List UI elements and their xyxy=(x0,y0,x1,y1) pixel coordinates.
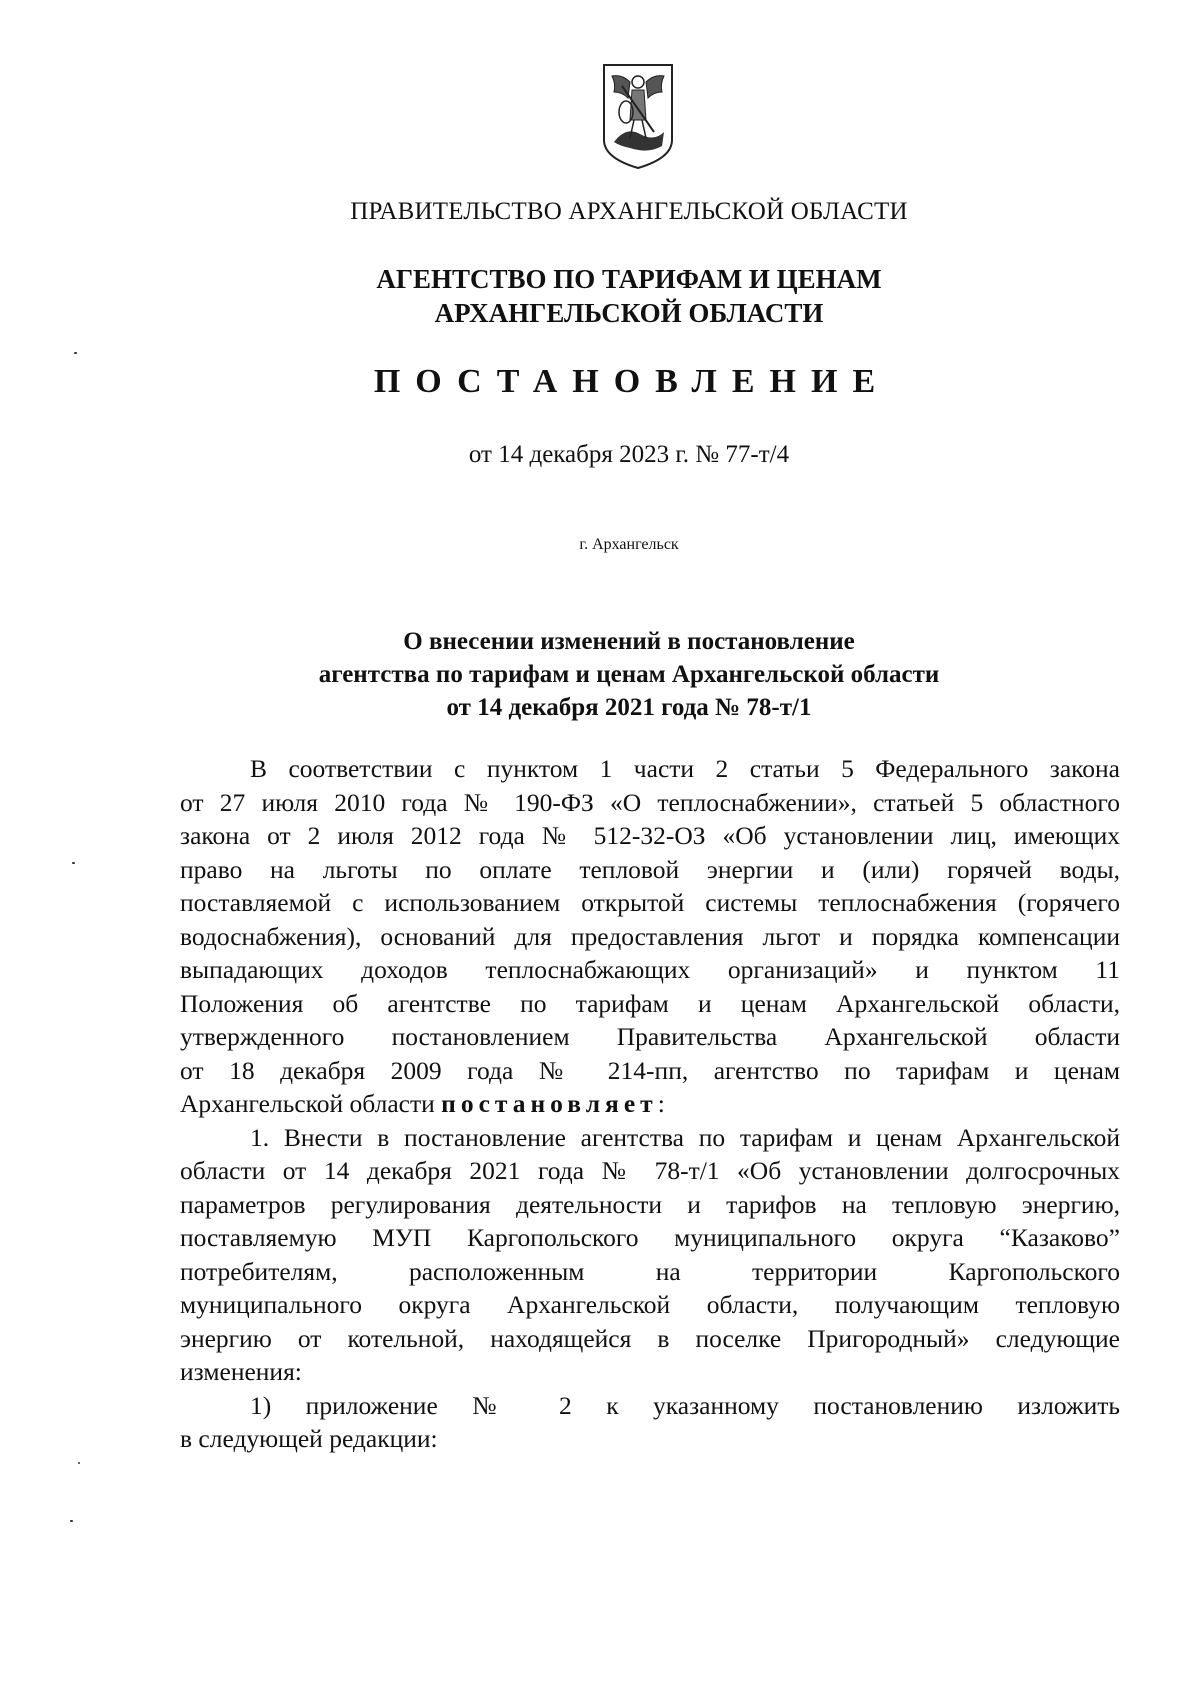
body-line: энергию от котельной, находящейся в поселке Пригородный» следующие xyxy=(180,1323,1120,1353)
body-line: параметров регулирования деятельности и тарифов на тепловую энергию, xyxy=(180,1189,1120,1219)
body-line: 1. Внести в постановление агентства по тарифам и ценам Архангельской xyxy=(250,1122,1120,1152)
body-line: поставляемой с использованием открытой системы теплоснабжения (горячего xyxy=(180,888,1120,917)
body-line: право на льготы по оплате тепловой энергии и (или) горячей воды, xyxy=(180,854,1120,884)
body-line: от 27 июля 2010 года № 190-ФЗ «О теплоснабжении», статьей 5 областного xyxy=(180,787,1120,817)
body-line: в следующей редакции: xyxy=(180,1424,438,1453)
document-date-number: от 14 декабря 2023 г. № 77-т/4 xyxy=(468,441,790,468)
agency-title-line2: АРХАНГЕЛЬСКОЙ ОБЛАСТИ xyxy=(434,298,824,328)
agency-title xyxy=(0,262,1200,330)
scan-speck xyxy=(70,1520,73,1522)
scan-speck xyxy=(72,862,75,864)
body-line-resolves xyxy=(180,1087,1120,1121)
body-line: поставляемую МУП Каргопольского муниципального округа “Казаково” xyxy=(180,1223,1120,1252)
item-1-paragraph xyxy=(180,1121,1120,1389)
body-line: закона от 2 июля 2012 года № 512-32-ОЗ «Об установлении лиц, имеющих xyxy=(180,821,1120,850)
resolves-suffix: : xyxy=(657,1089,665,1118)
body-line: В соответствии с пунктом 1 части 2 статьи 5 Федерального закона xyxy=(250,754,1120,783)
scan-speck xyxy=(78,1462,80,1464)
document-subject xyxy=(0,625,1200,724)
body-line: области от 14 декабря 2021 года № 78-т/1 «Об установлении долгосрочных xyxy=(180,1156,1120,1185)
body-line: муниципального округа Архангельской области, получающим тепловую xyxy=(180,1290,1120,1319)
subject-line3: от 14 декабря 2021 года № 78-т/1 xyxy=(446,694,812,721)
subject-line1: О внесении изменений в постановление xyxy=(403,628,855,655)
subject-line2: агентства по тарифам и ценам Архангельской области xyxy=(318,661,940,688)
resolves-word: постановляет xyxy=(441,1089,658,1118)
preamble-paragraph xyxy=(180,752,1120,1121)
document-type-heading: ПОСТАНОВЛЕНИЕ xyxy=(373,363,891,400)
body-line: Положения об агентстве по тарифам и ценам Архангельской области, xyxy=(180,988,1120,1018)
government-title: ПРАВИТЕЛЬСТВО АРХАНГЕЛЬСКОЙ ОБЛАСТИ xyxy=(350,198,908,225)
scan-speck xyxy=(74,352,77,354)
document-city: г. Архангельск xyxy=(579,536,679,553)
body-line: водоснабжения), оснований для предоставления льгот и порядка компенсации xyxy=(180,921,1120,951)
agency-title-line1: АГЕНТСТВО ПО ТАРИФАМ И ЦЕНАМ xyxy=(376,264,882,294)
body-line: утвержденного постановлением Правительства Архангельской области xyxy=(180,1022,1120,1051)
document-body xyxy=(180,752,1120,1456)
body-line: выпадающих доходов теплоснабжающих организаций» и пунктом 11 xyxy=(180,955,1120,984)
body-line: 1) приложение № 2 к указанному постановлению изложить xyxy=(250,1390,1120,1420)
coat-of-arms-emblem xyxy=(600,62,676,170)
resolves-prefix: Архангельской области xyxy=(180,1089,442,1118)
body-line: потребителям, расположенным на территории Каргопольского xyxy=(180,1256,1120,1286)
subitem-1-paragraph xyxy=(180,1389,1120,1456)
body-line: от 18 декабря 2009 года № 214-пп, агентство по тарифам и ценам xyxy=(180,1055,1120,1085)
body-line: изменения: xyxy=(180,1357,302,1386)
